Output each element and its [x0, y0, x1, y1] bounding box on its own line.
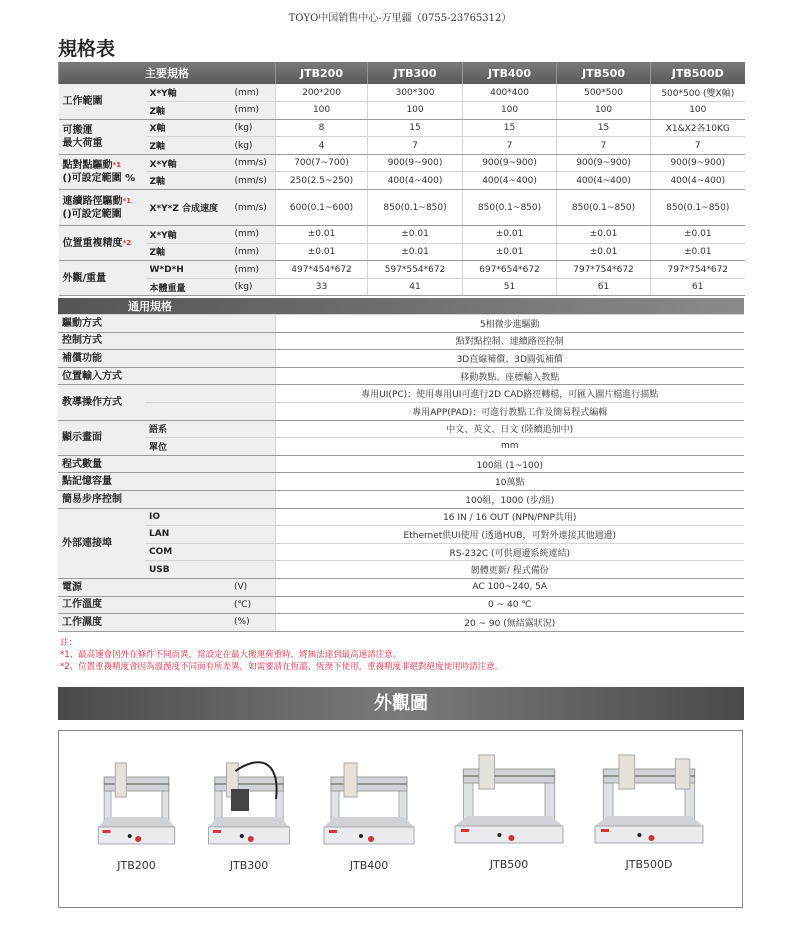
spec-value: 61: [651, 278, 745, 296]
spec-value: 33: [276, 278, 368, 296]
spec-value: 100: [651, 102, 745, 120]
spec-value: 500*500: [557, 84, 651, 102]
general-label: 補償功能: [58, 350, 145, 368]
general-label: 顯示畫面: [58, 420, 145, 455]
general-header-row: [58, 298, 744, 315]
footnote: 註：: [60, 638, 78, 648]
general-unit: [230, 473, 275, 491]
group-label: [59, 119, 146, 154]
spec-value: ±0.01: [368, 226, 463, 244]
general-label: 工作濕度: [58, 614, 145, 632]
sub-label: X*Y軸: [146, 84, 231, 102]
general-value: 100組 (1~100): [275, 455, 744, 473]
general-label: 控制方式: [58, 332, 145, 350]
general-value: 中文、英文、日文 (陸續追加中): [275, 420, 744, 438]
general-row: [58, 596, 744, 614]
general-value: 5相微步進驅動: [275, 315, 744, 333]
general-row: [58, 614, 744, 632]
general-label: 簡易步序控制: [58, 490, 145, 508]
spec-value: ±0.01: [463, 243, 557, 261]
spec-value: 497*454*672: [276, 261, 368, 279]
appearance-box: [58, 730, 743, 908]
footnote-mark: *1: [122, 196, 132, 205]
spec-value: 100: [557, 102, 651, 120]
machine-image: [449, 751, 569, 846]
general-label: 教導操作方式: [58, 385, 145, 420]
group-label-text: 最大荷重: [62, 137, 103, 149]
machine-image: [589, 751, 709, 846]
general-label: 點記憶容量: [58, 473, 145, 491]
model-header: JTB500D: [651, 62, 745, 84]
spec-row: [59, 261, 745, 279]
sub-label: X*Y軸: [146, 154, 231, 172]
spec-value: 700(7~700): [276, 154, 368, 172]
machine-image: [94, 759, 179, 847]
spec-value: ±0.01: [276, 226, 368, 244]
general-value: 10萬點: [275, 473, 744, 491]
group-label: [59, 190, 146, 226]
group-label-text: 點對點驅動: [62, 159, 113, 171]
general-sub-label: [145, 385, 230, 403]
general-value: 專用APP(PAD)；可進行教點工作及簡易程式編輯: [275, 402, 744, 420]
sub-label: X*Y*Z 合成速度: [146, 190, 231, 226]
general-row: [58, 350, 744, 368]
spec-value: 41: [368, 278, 463, 296]
spec-value: 850(0.1~850): [463, 190, 557, 226]
unit: (kg): [231, 137, 276, 155]
general-sub-label: IO: [145, 508, 230, 526]
spec-value: 697*654*672: [463, 261, 557, 279]
general-row: [58, 315, 744, 333]
spec-row: [59, 190, 745, 226]
spec-value: 797*754*672: [651, 261, 745, 279]
unit: (mm): [231, 243, 276, 261]
general-row: [58, 332, 744, 350]
product-label: JTB500: [489, 858, 529, 871]
sub-label: 本體重量: [146, 278, 231, 296]
spec-value: 900(9~900): [368, 154, 463, 172]
general-sub-label: [145, 490, 230, 508]
general-sub-label: [145, 402, 230, 420]
general-value: 20 ~ 90 (無結露狀況): [275, 614, 744, 632]
spec-value: 900(9~900): [557, 154, 651, 172]
general-row: [58, 543, 744, 561]
general-unit: (℃): [230, 596, 275, 614]
spec-row: [59, 137, 745, 155]
spec-value: 7: [557, 137, 651, 155]
footnote-mark: *1: [112, 160, 122, 169]
spec-value: 900(9~900): [463, 154, 557, 172]
general-value: 3D直線補償、3D圓弧補償: [275, 350, 744, 368]
spec-value: ±0.01: [557, 243, 651, 261]
general-sub-label: [145, 455, 230, 473]
appearance-banner: 外觀圖: [58, 687, 744, 720]
general-row: [58, 508, 744, 526]
general-row: [58, 561, 744, 579]
spec-row: [59, 172, 745, 190]
general-sub-label: [145, 596, 230, 614]
main-spec-table: [58, 62, 745, 296]
spec-value: 7: [463, 137, 557, 155]
general-row: [58, 402, 744, 420]
spec-value: 200*200: [276, 84, 368, 102]
spec-value: 250(2.5~250): [276, 172, 368, 190]
general-unit: (V): [230, 578, 275, 596]
product-label: JTB300: [229, 859, 269, 872]
product-jtb400: [314, 759, 424, 872]
unit: (kg): [231, 278, 276, 296]
spec-value: 900(9~900): [651, 154, 745, 172]
group-label-text: ()可設定範圍: [62, 208, 122, 220]
sub-label: W*D*H: [146, 261, 231, 279]
general-unit: [230, 420, 275, 438]
general-row: [58, 367, 744, 385]
model-header: JTB300: [368, 62, 463, 84]
model-header: JTB500: [557, 62, 651, 84]
spec-value: ±0.01: [276, 243, 368, 261]
spec-value: 8: [276, 119, 368, 137]
spec-value: ±0.01: [651, 243, 745, 261]
general-value: 專用UI(PC)；使用專用UI可進行2D CAD路徑轉檔，可匯入圖片檔進行描點: [275, 385, 744, 403]
spec-value: 400(4~400): [651, 172, 745, 190]
general-sub-label: [145, 332, 230, 350]
general-unit: [230, 455, 275, 473]
sub-label: Z軸: [146, 243, 231, 261]
general-label: 位置輸入方式: [58, 367, 145, 385]
spec-row: [59, 102, 745, 120]
spec-row: [59, 84, 745, 102]
spec-row: [59, 226, 745, 244]
general-sub-label: [145, 614, 230, 632]
general-label: 程式數量: [58, 455, 145, 473]
spec-value: ±0.01: [651, 226, 745, 244]
product-jtb200: [89, 759, 184, 872]
spec-row: [59, 243, 745, 261]
spec-value: 15: [368, 119, 463, 137]
general-sub-label: USB: [145, 561, 230, 579]
unit: (mm): [231, 102, 276, 120]
unit: (mm/s): [231, 190, 276, 226]
spec-value: 850(0.1~850): [651, 190, 745, 226]
unit: (mm): [231, 84, 276, 102]
general-sub-label: [145, 315, 230, 333]
general-value: 韌體更新/ 程式備份: [275, 561, 744, 579]
general-sub-label: [145, 367, 230, 385]
unit: (mm/s): [231, 154, 276, 172]
product-label: JTB400: [349, 859, 389, 872]
general-unit: [230, 402, 275, 420]
sub-label: Z軸: [146, 102, 231, 120]
spec-value: ±0.01: [368, 243, 463, 261]
group-label-text: 連續路徑驅動: [62, 195, 123, 207]
general-unit: [230, 438, 275, 456]
general-unit: [230, 508, 275, 526]
general-value: 點對點控制、連續路徑控制: [275, 332, 744, 350]
general-unit: [230, 490, 275, 508]
general-sub-label: 單位: [145, 438, 230, 456]
spec-value: 500*500 (雙X軸): [651, 84, 745, 102]
spec-value: 100: [276, 102, 368, 120]
general-value: mm: [275, 438, 744, 456]
general-value: RS-232C (可供週邊系統連結): [275, 543, 744, 561]
group-label-text: 工作範圍: [62, 95, 103, 107]
general-value: AC 100~240, 5A: [275, 578, 744, 596]
general-unit: [230, 561, 275, 579]
general-unit: [230, 350, 275, 368]
sub-label: Z軸: [146, 137, 231, 155]
sub-label: Z軸: [146, 172, 231, 190]
general-label: 外部連接埠: [58, 508, 145, 578]
spec-value: 100: [368, 102, 463, 120]
general-sub-label: [145, 578, 230, 596]
spec-value: 15: [557, 119, 651, 137]
general-unit: [230, 526, 275, 544]
spec-value: 850(0.1~850): [557, 190, 651, 226]
general-row: [58, 420, 744, 438]
general-spec-table: [58, 298, 744, 632]
general-row: [58, 455, 744, 473]
general-value: 100組，1000 (步/組): [275, 490, 744, 508]
unit: (mm/s): [231, 172, 276, 190]
general-label: 工作溫度: [58, 596, 145, 614]
spec-value: ±0.01: [463, 226, 557, 244]
general-sub-label: COM: [145, 543, 230, 561]
unit: (kg): [231, 119, 276, 137]
model-header: JTB200: [276, 62, 368, 84]
group-label-text: 位置重複精度: [62, 237, 123, 249]
product-label: JTB500D: [625, 858, 673, 871]
general-row: [58, 526, 744, 544]
spec-value: 600(0.1~600): [276, 190, 368, 226]
general-value: 0 ~ 40 ℃: [275, 596, 744, 614]
product-label: JTB200: [117, 859, 156, 872]
general-value: Ethernet供UI使用 (透過HUB，可對外連接其他週邊): [275, 526, 744, 544]
general-unit: [230, 385, 275, 403]
general-spec-header: [58, 298, 744, 315]
spec-value: 4: [276, 137, 368, 155]
group-label: [59, 84, 146, 119]
model-header: JTB400: [463, 62, 557, 84]
sub-label: X*Y軸: [146, 226, 231, 244]
unit: (mm): [231, 261, 276, 279]
product-jtb300: [199, 759, 299, 872]
spec-value: 51: [463, 278, 557, 296]
general-unit: [230, 367, 275, 385]
spec-value: 100: [463, 102, 557, 120]
product-jtb500: [444, 751, 574, 871]
general-sub-label: [145, 350, 230, 368]
general-sub-label: 語系: [145, 420, 230, 438]
spec-value: 300*300: [368, 84, 463, 102]
footnote-mark: *2: [122, 238, 132, 247]
spec-value: 400(4~400): [368, 172, 463, 190]
group-label-text: 外觀/重量: [62, 272, 107, 284]
general-row: [58, 385, 744, 403]
footnote: *1、最高速會因外在條件不同而異，當設定在最大搬運荷重時，將無法達到最高速請注意。: [60, 650, 402, 660]
group-label: [59, 226, 146, 261]
spec-value: 797*754*672: [557, 261, 651, 279]
general-row: [58, 490, 744, 508]
general-unit: [230, 543, 275, 561]
spec-value: X1&X2各10KG: [651, 119, 745, 137]
general-row: [58, 473, 744, 491]
general-unit: [230, 332, 275, 350]
general-value: 16 IN / 16 OUT (NPN/PNP共用): [275, 508, 744, 526]
footnotes: [60, 637, 503, 673]
group-label: [59, 154, 146, 189]
group-label-text: 可搬運: [62, 124, 93, 136]
machine-image: [319, 759, 419, 847]
spec-row: [59, 119, 745, 137]
general-row: [58, 438, 744, 456]
general-spec-header-label: 通用規格: [128, 300, 172, 313]
general-sub-label: LAN: [145, 526, 230, 544]
spec-value: 7: [368, 137, 463, 155]
spec-value: 61: [557, 278, 651, 296]
spec-value: 400(4~400): [463, 172, 557, 190]
product-jtb500d: [584, 751, 714, 871]
machine-image: [204, 759, 294, 847]
main-spec-header: 主要規格: [59, 62, 276, 84]
general-value: 移動教點、座標輸入教點: [275, 367, 744, 385]
spec-row: [59, 278, 745, 296]
general-sub-label: [145, 473, 230, 491]
unit: (mm): [231, 226, 276, 244]
spec-value: 400(4~400): [557, 172, 651, 190]
general-unit: [230, 315, 275, 333]
group-label-text: ()可設定範圍 %: [62, 172, 136, 184]
spec-value: 597*554*672: [368, 261, 463, 279]
spec-value: 15: [463, 119, 557, 137]
footnote: *2、位置重複精度會因為溫溼度不同而有所差異，如需要請在恆溫、恆溼下使用，重複精度非絕對絕度使用時請注意。: [60, 662, 504, 672]
page-title: 規格表: [58, 38, 116, 60]
spec-value: 850(0.1~850): [368, 190, 463, 226]
spec-row: [59, 154, 745, 172]
spec-value: 400*400: [463, 84, 557, 102]
spec-value: ±0.01: [557, 226, 651, 244]
sub-label: X軸: [146, 119, 231, 137]
general-label: 電源: [58, 578, 145, 596]
header-note: TOYO中国销售中心-万里疆（0755-23765312）: [288, 13, 512, 24]
general-label: 驅動方式: [58, 315, 145, 333]
header-row: [59, 62, 745, 84]
general-row: [58, 578, 744, 596]
general-unit: (%): [230, 614, 275, 632]
group-label: [59, 261, 146, 296]
spec-value: 7: [651, 137, 745, 155]
